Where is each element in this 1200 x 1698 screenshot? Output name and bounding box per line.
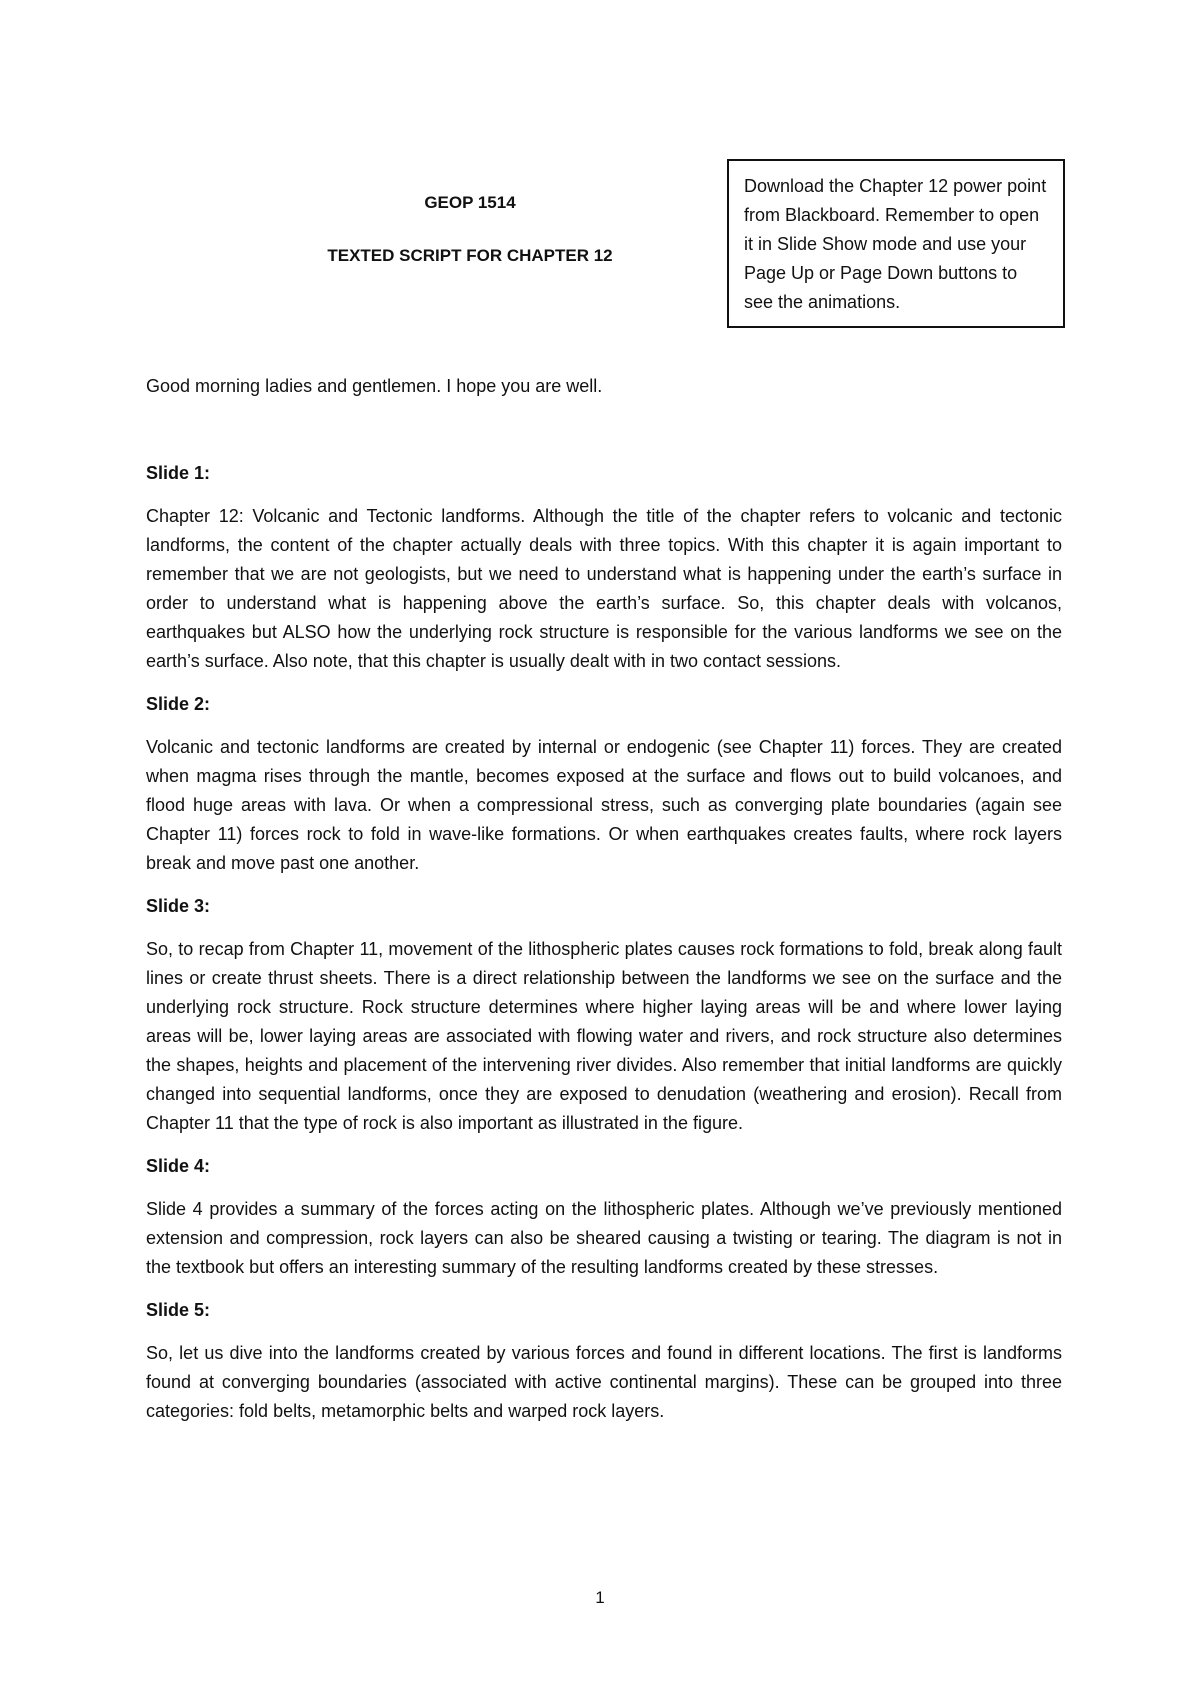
download-note-box: Download the Chapter 12 power point from Blackboard. Remember to open it in Slide Show mode and use your Page Up or Page Down buttons to see the animations. [727, 159, 1065, 328]
slide-2-heading: Slide 2: [146, 694, 211, 714]
course-code: GEOP 1514 [424, 193, 516, 212]
slide-4-paragraph: Slide 4 provides a summary of the forces acting on the lithospheric plates. Although we’ve previously mentioned extension and compression, rock layers can also be sheared causing a twisting or tearing. The diagram is not in the textbook but offers an interesting summary of the resulting landforms created by these stresses. [146, 1199, 1062, 1277]
slide-3-heading: Slide 3: [146, 896, 211, 916]
slide-5-heading: Slide 5: [146, 1300, 211, 1320]
slide-3-paragraph: So, to recap from Chapter 11, movement of the lithospheric plates causes rock formations to fold, break along fault lines or create thrust sheets. There is a direct relationship between the landforms we see on the surface and the underlying rock structure. Rock structure determines where higher laying areas will be and where lower laying areas will be, lower laying areas are associated with flowing water and rivers, and rock structure also determines the shapes, heights and placement of the intervening river divides. Also remember that initial landforms are quickly changed into sequential landforms, once they are exposed to denudation (weathering and erosion). Recall from Chapter 11 that the type of rock is also important as illustrated in the figure. [146, 939, 1062, 1133]
document-body [146, 372, 1062, 1426]
document-header [300, 193, 640, 266]
slide-2-paragraph: Volcanic and tectonic landforms are created by internal or endogenic (see Chapter 11) forces. They are created when magma rises through the mantle, becomes exposed at the surface and flows out to build volcanoes, and flood huge areas with lava. Or when a compressional stress, such as converging plate boundaries (again see Chapter 11) forces rock to fold in wave-like formations. Or when earthquakes creates faults, where rock layers break and move past one another. [146, 737, 1062, 873]
page-number: 1 [595, 1588, 605, 1607]
slide-4-heading: Slide 4: [146, 1156, 211, 1176]
greeting-text: Good morning ladies and gentlemen. I hope you are well. [146, 376, 603, 396]
slide-5-paragraph: So, let us dive into the landforms created by various forces and found in different locations. The first is landforms found at converging boundaries (associated with active continental margins). These can be grouped into three categories: fold belts, metamorphic belts and warped rock layers. [146, 1343, 1062, 1421]
slide-1-paragraph: Chapter 12: Volcanic and Tectonic landforms. Although the title of the chapter refers to volcanic and tectonic landforms, the content of the chapter actually deals with three topics. With this chapter it is again important to remember that we are not geologists, but we need to understand what is happening under the earth’s surface in order to understand what is happening above the earth’s surface. So, this chapter deals with volcanos, earthquakes but ALSO how the underlying rock structure is responsible for the various landforms we see on the earth’s surface. Also note, that this chapter is usually dealt with in two contact sessions. [146, 506, 1062, 671]
slide-1-heading: Slide 1: [146, 463, 211, 483]
document-title: TEXTED SCRIPT FOR CHAPTER 12 [327, 246, 613, 265]
